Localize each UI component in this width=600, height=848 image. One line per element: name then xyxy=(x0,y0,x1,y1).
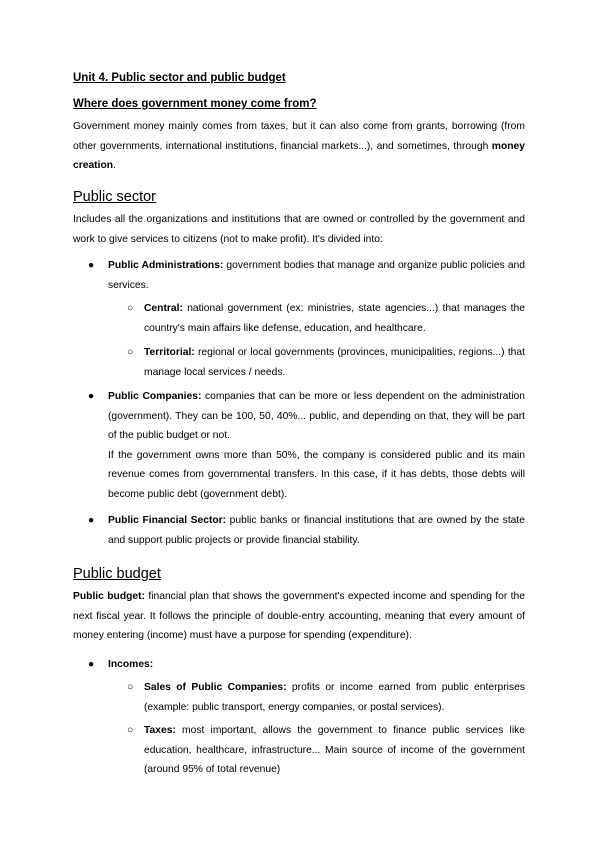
bullet-public-administrations: ● Public Administrations: government bodies that manage and organize public policies and services. xyxy=(108,256,525,295)
intro-paragraph: Government money mainly comes from taxes, but it can also come from grants, borrowing (from other governments, international institutions, financial markets...), and sometimes, through money creation. xyxy=(73,121,525,171)
sub-bullet-central: ○ Central: national government (ex: ministries, state agencies...) that manages the country's main affairs like defense, education, and healthcare. xyxy=(144,299,525,338)
public-budget-paragraph: Public budget: financial plan that shows the government's expected income and spending for the next fiscal year. It follows the principle of double-entry accounting, meaning that every amount of money entering (income) must have a purpose for spending (expenditure). xyxy=(73,591,525,641)
unit-title: Unit 4. Public sector and public budget xyxy=(73,72,286,84)
sub-bullet-sales-public-companies: ○ Sales of Public Companies: profits or income earned from public enterprises (example: public transport, energy companies, or postal services). xyxy=(144,678,525,717)
sub-bullet-marker: ○ xyxy=(127,347,134,358)
bullet-marker: ● xyxy=(88,391,95,402)
bullet-marker: ● xyxy=(88,260,95,271)
bullet-marker: ● xyxy=(88,659,95,670)
sub-bullet-marker: ○ xyxy=(127,725,134,736)
public-budget-heading: Public budget xyxy=(73,566,161,582)
bullet-public-companies: ● Public Companies: companies that can be more or less dependent on the administration (government). They can be 100, 50, 40%... public, and depending on that, they will be part of the public budget or not. If the government owns more than 50%, the company is considered public and its main revenue comes from governmental transfers. In this case, if it has debts, those debts will become public debt (government debt). xyxy=(108,387,525,504)
sub-bullet-marker: ○ xyxy=(127,682,134,693)
question-title: Where does government money come from? xyxy=(73,98,317,110)
public-sector-heading: Public sector xyxy=(73,189,157,205)
sub-bullet-taxes: ○ Taxes: most important, allows the government to finance public services like education, healthcare, infrastructure... Main source of income of the government (around 95% of total revenue) xyxy=(144,721,525,780)
sub-bullet-marker: ○ xyxy=(127,303,134,314)
bullet-incomes: ● Incomes: xyxy=(108,655,525,675)
sub-bullet-territorial: ○ Territorial: regional or local governments (provinces, municipalities, regions...) that manage local services / needs. xyxy=(144,343,525,382)
bullet-public-financial-sector: ● Public Financial Sector: public banks or financial institutions that are owned by the state and support public projects or provide financial stability. xyxy=(108,511,525,550)
bullet-marker: ● xyxy=(88,515,95,526)
public-sector-description: Includes all the organizations and institutions that are owned or controlled by the government and work to give services to citizens (not to make profit). It's divided into: xyxy=(73,214,525,245)
public-companies-detail: If the government owns more than 50%, the company is considered public and its main revenue comes from governmental transfers. In this case, if it has debts, those debts will become public debt (government debt). xyxy=(108,449,525,500)
